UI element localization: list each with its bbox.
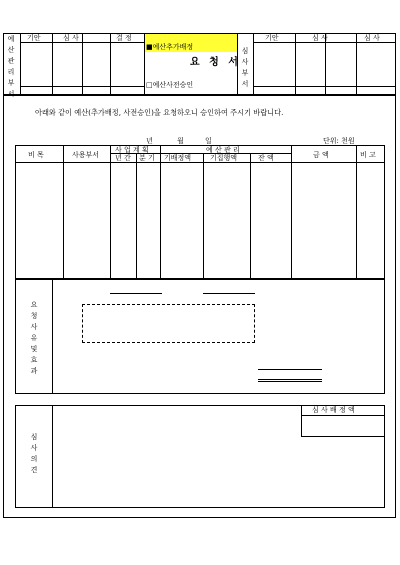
reason-divider: [52, 279, 53, 394]
date-month: 월: [177, 137, 184, 145]
table-header-bottom: [15, 162, 385, 163]
intro-text: 아래와 같이 예산(추가배정, 사전승인)을 요청하오니 승인하여 주시기 바랍니다.: [35, 108, 284, 117]
left-col-decision: 결 정: [116, 34, 132, 42]
budget-table: [15, 145, 385, 279]
header-row-line: [20, 86, 144, 87]
table-col-line: [356, 145, 357, 279]
reason-input-box[interactable]: [82, 304, 255, 343]
total-line: [258, 381, 322, 382]
total-line: [258, 369, 322, 370]
reason-label: 요청사유및효과: [30, 301, 38, 375]
option-add-allocation[interactable]: ■예산추가배정: [146, 43, 194, 51]
reason-line: [110, 293, 162, 294]
option-pre-approval[interactable]: □예산사전승인: [146, 81, 194, 89]
review-opinion-label: 심사의견: [30, 433, 38, 474]
col-budget-mgmt: 예 산 관 리: [206, 146, 240, 154]
table-col-line: [291, 145, 292, 279]
header-row-line: [253, 42, 396, 43]
right-col-review-2: 심 사: [364, 34, 380, 42]
table-col-line: [203, 153, 204, 279]
header-row-line: [253, 86, 396, 87]
review-amount-label: 심 사 배 정 액: [312, 406, 355, 414]
reason-line: [203, 293, 255, 294]
col-plan: 사 업 계 획: [115, 146, 149, 154]
left-col-draft: 기안: [27, 34, 41, 42]
col-executed: 기집행액: [210, 154, 238, 162]
total-line: [258, 379, 322, 380]
left-col-review: 심 사: [63, 34, 79, 42]
date-day: 일: [205, 137, 212, 145]
budget-dept-label: 예산관리부서: [7, 35, 15, 98]
table-col-line: [110, 145, 111, 279]
table-col-line: [136, 153, 137, 279]
document-title: 요 청 서: [190, 57, 241, 68]
right-col-review-1: 심 사: [312, 34, 328, 42]
header-row-line: [20, 42, 144, 43]
col-balance: 잔 액: [258, 154, 274, 162]
unit-label: 단위: 천원: [323, 137, 355, 145]
col-year: 년 간: [115, 154, 131, 162]
date-year: 년: [146, 137, 153, 145]
col-note: 비 고: [360, 151, 376, 159]
review-divider: [52, 405, 53, 508]
table-col-line: [250, 153, 251, 279]
right-col-draft: 기안: [265, 34, 279, 42]
review-amount-line: [301, 415, 385, 416]
table-col-line: [63, 145, 64, 279]
col-amount: 금 액: [313, 151, 329, 159]
review-dept-label: 심사부서: [241, 47, 249, 88]
col-item: 비 목: [28, 151, 44, 159]
table-col-line: [160, 145, 161, 279]
col-assigned: 기배정액: [164, 154, 192, 162]
col-dept: 사용부서: [72, 151, 100, 159]
col-quarter: 분 기: [139, 154, 155, 162]
